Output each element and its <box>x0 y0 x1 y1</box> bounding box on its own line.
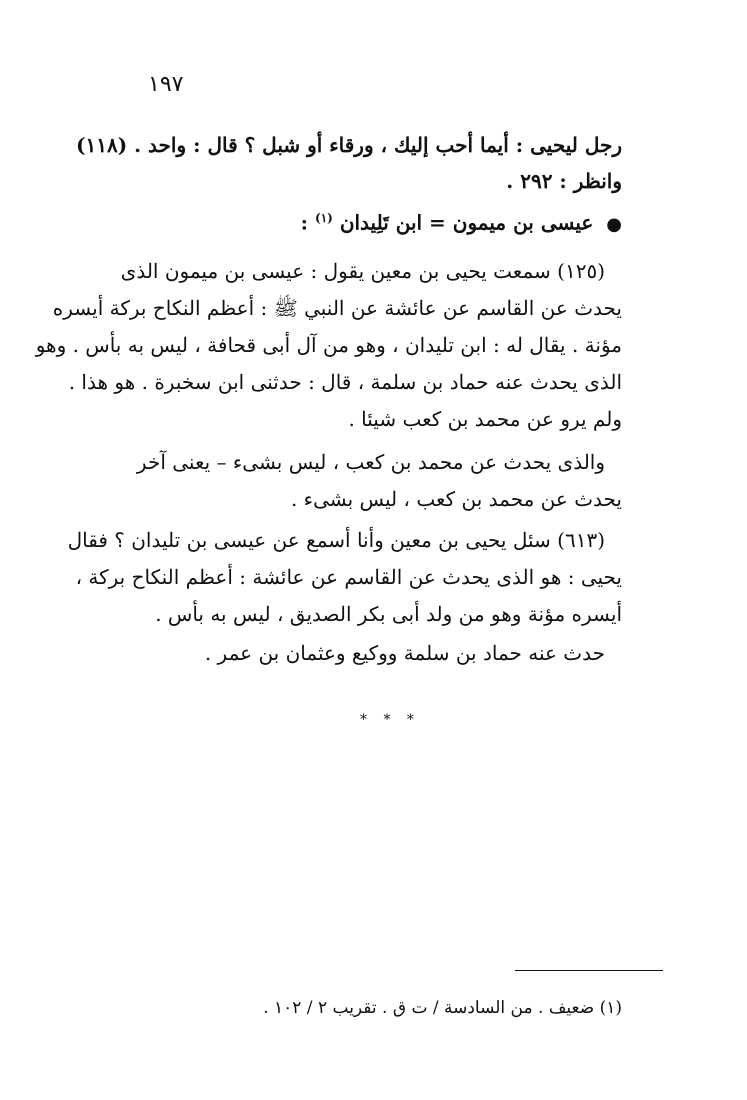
footnote-ref: (١) <box>315 211 333 225</box>
text-line: رجل ليحيى : أيما أحب إليك ، ورقاء أو شبل ؟ قال : واحد . (١١٨) <box>76 133 622 157</box>
footnote: (١) ضعيف . من السادسة / ت ق . تقريب ٢ / ١٠٢ . <box>263 998 622 1018</box>
text-line: وانظر : ٢٩٢ . <box>506 169 622 193</box>
entry-heading <box>301 203 622 240</box>
text-line: (١٢٥) سمعت يحيى بن معين يقول : عيسى بن ميمون الذى <box>120 259 605 283</box>
heading-text: عيسى بن ميمون = ابن تَلِيدان <box>339 210 594 235</box>
text-line: (٦١٣) سئل يحيى بن معين وأنا أسمع عن عيسى بن تليدان ؟ فقال <box>67 528 605 552</box>
text-line: أيسره مؤنة وهو من ولد أبى بكر الصديق ، ليس به بأس . <box>155 602 622 626</box>
footnote-rule <box>515 970 663 971</box>
text-line: مؤنة . يقال له : ابن تليدان ، وهو من آل أبى قحافة ، ليس به بأس . وهو <box>35 333 622 357</box>
text-line: ولم يرو عن محمد بن كعب شيئا . <box>348 407 622 431</box>
heading-colon: : <box>300 210 309 235</box>
text-line: حدث عنه حماد بن سلمة ووكيع وعثمان بن عمر . <box>204 641 605 665</box>
text-line: يحدث عن محمد بن كعب ، ليس بشىء . <box>290 487 622 511</box>
section-separator: * * * <box>360 712 420 728</box>
text-line: والذى يحدث عن محمد بن كعب ، ليس بشىء – يعنى آخر <box>136 450 605 474</box>
text-line: الذى يحدث عنه حماد بن سلمة ، قال : حدثنى ابن سخبرة . هو هذا . <box>68 370 622 394</box>
text-line: يحدث عن القاسم عن عائشة عن النبي ﷺ : أعظم النكاح بركة أيسره <box>52 296 622 320</box>
text-line: يحيى : هو الذى يحدث عن القاسم عن عائشة : أعظم النكاح بركة ، <box>75 565 622 589</box>
bullet-icon: ● <box>606 213 622 235</box>
page-number: ١٩٧ <box>148 72 184 97</box>
